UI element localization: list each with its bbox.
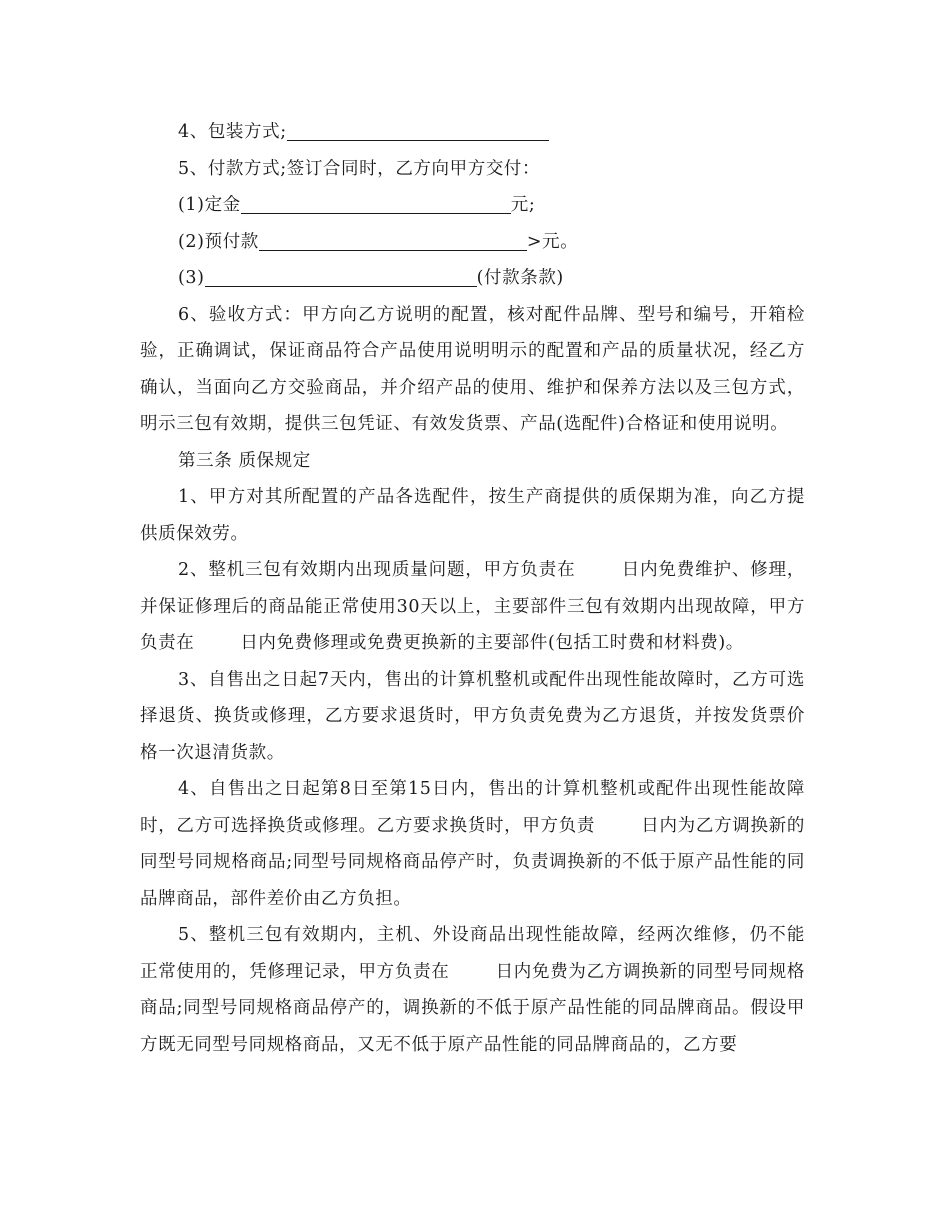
warranty-clause-3: 3、自售出之日起7天内，售出的计算机整机或配件出现性能故障时，乙方可选择退货、换货或修理，乙方要求退货时，甲方负责免费为乙方退货，并按发货票价格一次退清货款。: [140, 669, 805, 763]
warranty-clause-4: 4、自售出之日起第8日至第15日内，售出的计算机整机或配件出现性能故障时，乙方可选择换货或修理。乙方要求换货时，甲方负责 日内为乙方调换新的同型号同规格商品;同型号同规格商品停产时，负责调换新的不低于原产品性能的同品牌商品，部件差价由乙方负担。: [140, 779, 805, 909]
acceptance-paragraph: 6、验收方式：甲方向乙方说明的配置，核对配件品牌、型号和编号，开箱检验，正确调试，保证商品符合产品使用说明明示的配置和产品的质量状况，经乙方确认，当面向乙方交验商品，并介绍产品的使用、维护和保养方法以及三包方式，明示三包有效期，提供三包凭证、有效发货票、产品(选配件)合格证和使用说明。: [140, 304, 805, 434]
deposit-blank: [241, 191, 511, 214]
packaging-line: 4、包装方式;: [140, 114, 805, 151]
deposit-line: (1)定金 元;: [140, 187, 805, 224]
warranty-clause-5: 5、整机三包有效期内，主机、外设商品出现性能故障，经两次维修，仍不能正常使用的，凭修理记录，甲方负责在 日内免费为乙方调换新的同型号同规格商品;同型号同规格商品停产的，调换新的不低于原产品性能的同品牌商品。假设甲方既无同型号同规格商品，又无不低于原产品性能的同品牌商品的，乙方要: [140, 925, 805, 1055]
prepay-blank: [259, 228, 527, 251]
contract-body: [140, 114, 805, 1063]
article3-title: 第三条 质保规定: [178, 450, 311, 471]
warranty-clause-1: 1、甲方对其所配置的产品各选配件，按生产商提供的质保期为准，向乙方提供质保效劳。: [140, 487, 805, 544]
warranty-clause-2: 2、整机三包有效期内出现质量问题，甲方负责在 日内免费维护、修理，并保证修理后的商品能正常使用30天以上，主要部件三包有效期内出现故障，甲方负责在 日内免费修理或免费更换新的主要部件(包括工时费和材料费)。: [140, 560, 806, 653]
payment-line: 5、付款方式;签订合同时，乙方向甲方交付：: [178, 158, 541, 179]
other-payment-line: (3) (付款条款): [140, 260, 805, 297]
prepay-line: (2)预付款 >元。: [140, 224, 805, 261]
packaging-blank: [287, 118, 549, 141]
other-payment-blank: [205, 264, 477, 287]
